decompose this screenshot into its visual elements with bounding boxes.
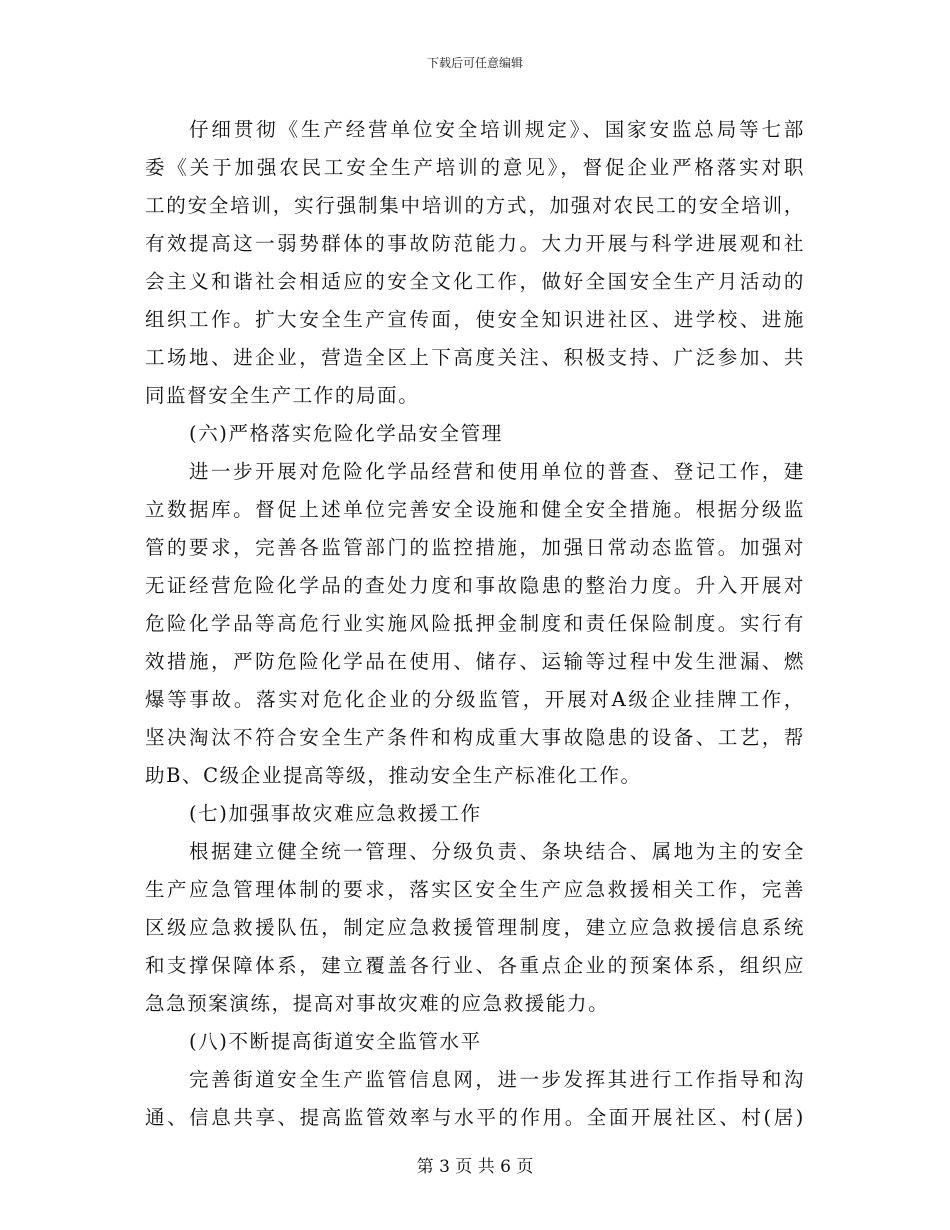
- body-line: 通、信息共享、提高监管效率与水平的作用。全面开展社区、村(居): [145, 1106, 805, 1129]
- body-line: 会主义和谐社会相适应的安全文化工作，做好全国安全生产月活动的: [145, 270, 805, 293]
- body-line: 生产应急管理体制的要求，落实区安全生产应急救援相关工作，完善: [145, 878, 805, 901]
- body-line: 工的安全培训，实行强制集中培训的方式，加强对农民工的安全培训，: [145, 194, 805, 217]
- body-line: 根据建立健全统一管理、分级负责、条块结合、属地为主的安全: [189, 840, 805, 863]
- body-line: 同监督安全生产工作的局面。: [145, 384, 420, 407]
- body-line: 组织工作。扩大安全生产宣传面，使安全知识进社区、进学校、进施: [145, 308, 805, 331]
- section-heading: (六)严格落实危险化学品安全管理: [189, 422, 503, 445]
- section-heading: (七)加强事故灾难应急救援工作: [189, 802, 482, 825]
- body-line: 仔细贯彻《生产经营单位安全培训规定》、国家安监总局等七部: [189, 118, 805, 141]
- body-line: 完善街道安全生产监管信息网，进一步发挥其进行工作指导和沟: [189, 1068, 805, 1091]
- body-line: 爆等事故。落实对危化企业的分级监管，开展对A级企业挂牌工作，: [145, 688, 805, 711]
- body-line: 区级应急救援队伍，制定应急救援管理制度，建立应急救援信息系统: [145, 916, 805, 939]
- section-heading: (八)不断提高街道安全监管水平: [189, 1030, 482, 1053]
- body-line: 坚决淘汰不符合安全生产条件和构成重大事故隐患的设备、工艺，帮: [145, 726, 805, 749]
- body-line: 无证经营危险化学品的查处力度和事故隐患的整治力度。升入开展对: [145, 574, 805, 597]
- body-line: 进一步开展对危险化学品经营和使用单位的普查、登记工作，建: [189, 460, 805, 483]
- body-line: 工场地、进企业，营造全区上下高度关注、积极支持、广泛参加、共: [145, 346, 805, 369]
- body-line: 助B、C级企业提高等级，推动安全生产标准化工作。: [145, 764, 642, 787]
- body-line: 有效提高这一弱势群体的事故防范能力。大力开展与科学进展观和社: [145, 232, 805, 255]
- body-line: 立数据库。督促上述单位完善安全设施和健全安全措施。根据分级监: [145, 498, 805, 521]
- page-header-note: 下载后可任意编辑: [426, 56, 523, 70]
- body-line: 管的要求，完善各监管部门的监控措施，加强日常动态监管。加强对: [145, 536, 805, 559]
- body-line: 效措施，严防危险化学品在使用、储存、运输等过程中发生泄漏、燃: [145, 650, 805, 673]
- document-body: [145, 111, 805, 1137]
- body-line: 委《关于加强农民工安全生产培训的意见》，督促企业严格落实对职: [145, 156, 805, 179]
- body-line: 和支撑保障体系，建立覆盖各行业、各重点企业的预案体系，组织应: [145, 954, 805, 977]
- body-line: 急急预案演练，提高对事故灾难的应急救援能力。: [145, 992, 610, 1015]
- page-number-footer: 第 3 页 共 6 页: [416, 1157, 534, 1177]
- body-line: 危险化学品等高危行业实施风险抵押金制度和责任保险制度。实行有: [145, 612, 805, 635]
